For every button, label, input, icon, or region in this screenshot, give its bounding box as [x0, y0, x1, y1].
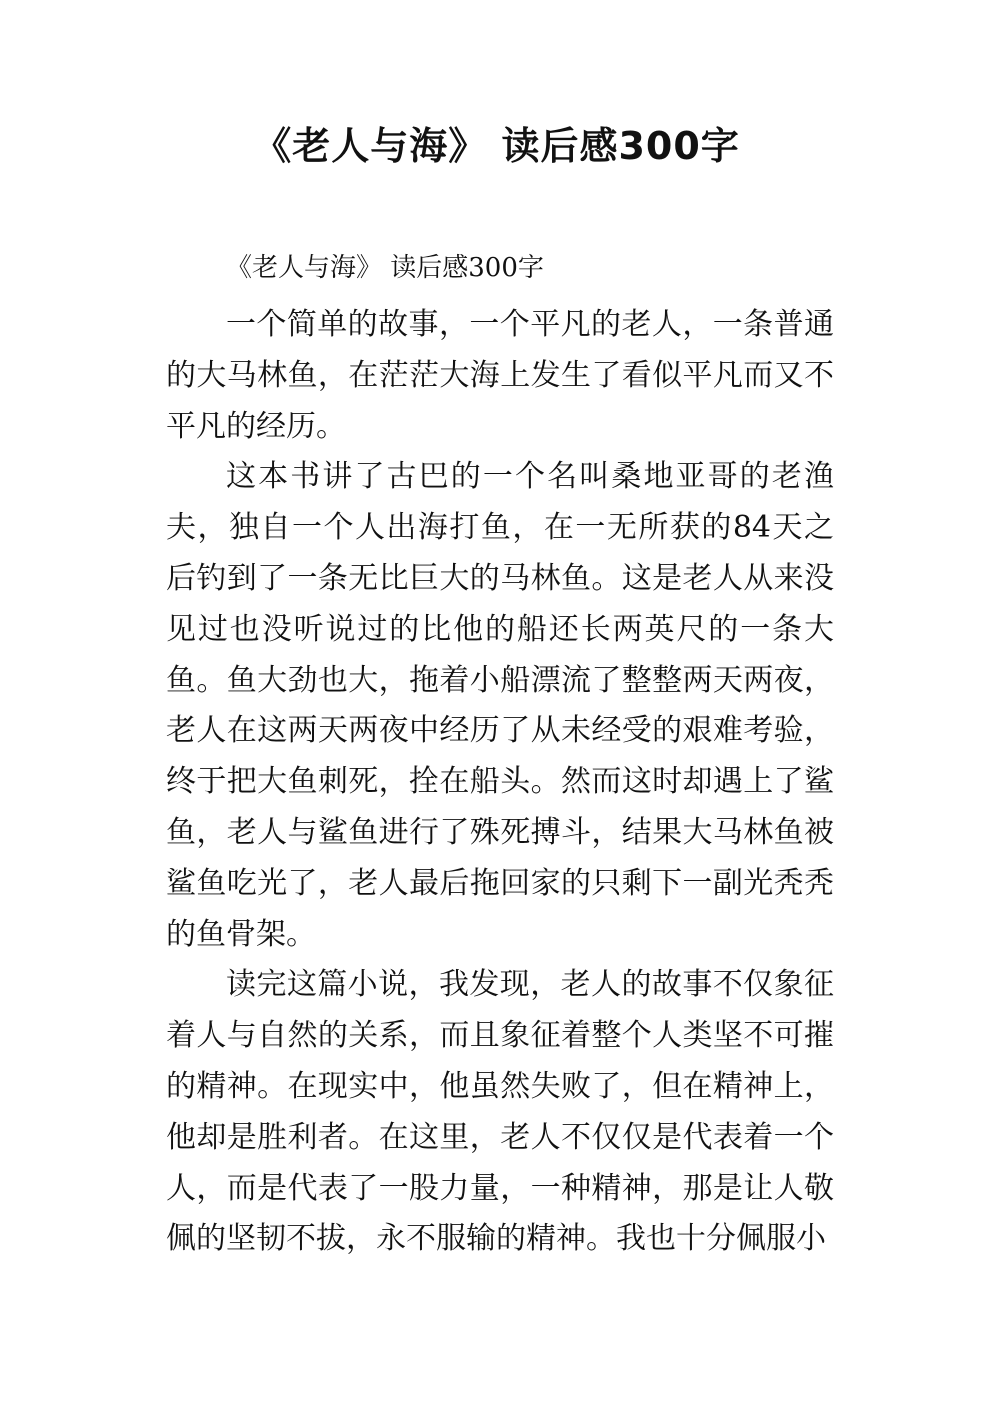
document-title: 《老人与海》 读后感300字	[253, 124, 740, 168]
paragraph-1: 一个简单的故事，一个平凡的老人，一条普通的大马林鱼，在茫茫大海上发生了看似平凡而又不平凡的经历。	[166, 307, 834, 444]
document-subtitle: 《老人与海》 读后感300字	[226, 253, 544, 283]
paragraph-2: 这本书讲了古巴的一个名叫桑地亚哥的老渔夫，独自一个人出海打鱼，在一无所获的84天之后钓到了一条无比巨大的马林鱼。这是老人从来没见过也没听说过的比他的船还长两英尺的一条大鱼。鱼大劲也大，拖着小船漂流了整整两天两夜，老人在这两天两夜中经历了从未经受的艰难考验，终于把大鱼刺死，拴在船头。然而这时却遇上了鲨鱼，老人与鲨鱼进行了殊死搏斗，结果大马林鱼被鲨鱼吃光了，老人最后拖回家的只剩下一副光秃秃的鱼骨架。	[166, 459, 834, 952]
document-body	[166, 236, 834, 1265]
paragraph-3: 读完这篇小说，我发现，老人的故事不仅象征着人与自然的关系，而且象征着整个人类坚不可摧的精神。在现实中，他虽然失败了，但在精神上，他却是胜利者。在这里，老人不仅仅是代表着一个人，而是代表了一股力量，一种精神，那是让人敬佩的坚韧不拔，永不服输的精神。我也十分佩服小	[166, 967, 834, 1257]
